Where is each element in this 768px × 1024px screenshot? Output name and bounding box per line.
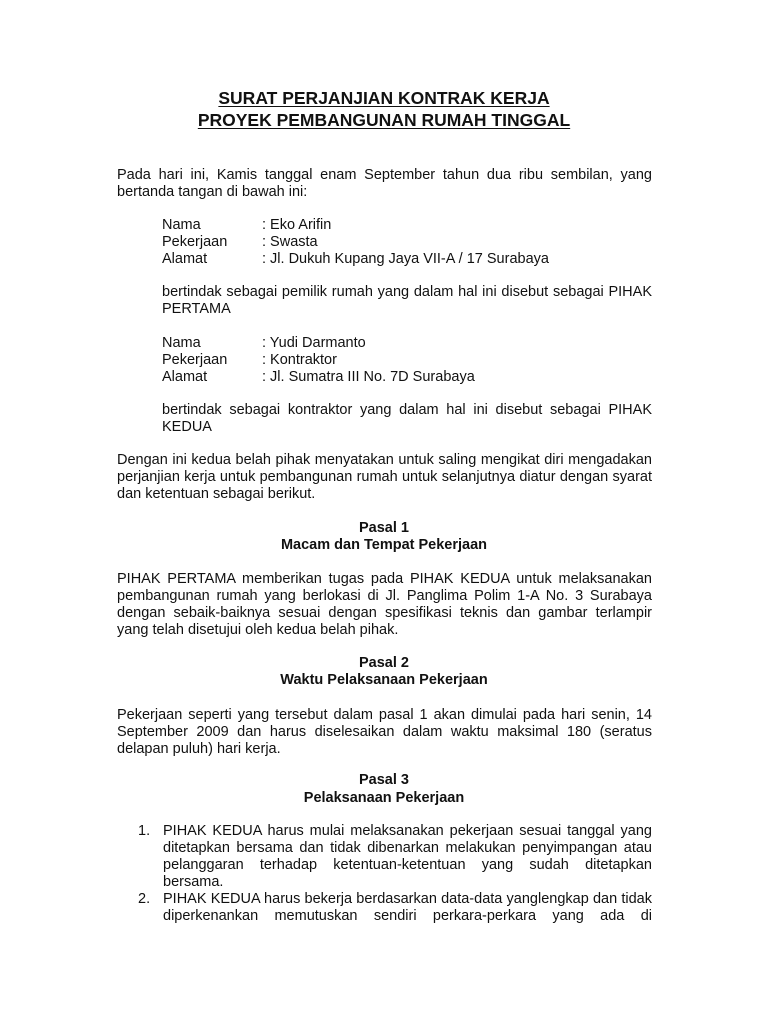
- pasal1-body: PIHAK PERTAMA memberikan tugas pada PIHAK KEDUA untuk melaksanakan pembangunan rumah yang berlokasi di Jl. Panglima Polim 1-A No. 3 Surabaya dengan sebaik-baiknya sesuai dengan spesifikasi teknis dan gambar terlampir yang telah disetujui oleh kedua belah pihak.: [117, 571, 652, 638]
- party2-name-label: Nama: [162, 335, 201, 351]
- pasal3-list-item-2: [138, 891, 652, 925]
- party1-address-value: : Jl. Dukuh Kupang Jaya VII-A / 17 Surabaya: [262, 251, 549, 267]
- party1-name-row: [162, 217, 331, 234]
- party1-address-label: Alamat: [162, 251, 208, 267]
- pasal2-body: Pekerjaan seperti yang tersebut dalam pasal 1 akan dimulai pada hari senin, 14 September 2009 dan harus diselesaikan dalam waktu maksimal 180 (seratus delapan puluh) hari kerja.: [117, 707, 652, 757]
- pasal3-list-item-1: [138, 823, 652, 891]
- party1-job-label: Pekerjaan: [162, 234, 228, 250]
- party2-role-paragraph: bertindak sebagai kontraktor yang dalam hal ini disebut sebagai PIHAK KEDUA: [162, 402, 652, 435]
- party1-job-row: [162, 234, 318, 251]
- agreement-paragraph: Dengan ini kedua belah pihak menyatakan untuk saling mengikat diri mengadakan perjanjian kerja untuk pembangunan rumah untuk selanjutnya diatur dengan syarat dan ketentuan sebagai berikut.: [117, 452, 652, 502]
- party2-address-value: : Jl. Sumatra III No. 7D Surabaya: [262, 369, 475, 385]
- pasal2-title: Waktu Pelaksanaan Pekerjaan: [280, 672, 488, 688]
- party2-address-row: [162, 369, 475, 386]
- pasal1-title: Macam dan Tempat Pekerjaan: [280, 537, 488, 553]
- party2-name-value: : Yudi Darmanto: [262, 335, 366, 351]
- list-item-number: 1.: [138, 823, 151, 839]
- party1-address-row: [162, 251, 549, 268]
- party1-name-value: : Eko Arifin: [262, 217, 332, 233]
- party2-job-value: : Kontraktor: [262, 352, 337, 368]
- party2-name-row: [162, 335, 366, 352]
- list-item-text: PIHAK KEDUA harus mulai melaksanakan pekerjaan sesuai tanggal yang ditetapkan bersama dan tidak dibenarkan melakukan penyimpangan atau pelanggaran terhadap ketentuan-ketentuan yang sudah ditetapkan bersama.: [163, 823, 652, 890]
- party1-role-paragraph: bertindak sebagai pemilik rumah yang dalam hal ini disebut sebagai PIHAK PERTAMA: [162, 284, 652, 317]
- pasal1-number: Pasal 1: [359, 520, 409, 536]
- pasal2-number: Pasal 2: [359, 655, 409, 671]
- party1-name-label: Nama: [162, 217, 201, 233]
- pasal3-title: Pelaksanaan Pekerjaan: [303, 790, 465, 806]
- document-title-line-2: PROYEK PEMBANGUNAN RUMAH TINGGAL: [197, 110, 571, 130]
- pasal3-number: Pasal 3: [359, 772, 409, 788]
- party1-job-value: : Swasta: [262, 234, 318, 250]
- list-item-text: PIHAK KEDUA harus bekerja berdasarkan data-data yanglengkap dan tidak diperkenankan memutuskan sendiri perkara-perkara yang ada di: [163, 891, 652, 924]
- document-title-line-1: SURAT PERJANJIAN KONTRAK KERJA: [218, 88, 550, 108]
- party2-address-label: Alamat: [162, 369, 208, 385]
- intro-paragraph: Pada hari ini, Kamis tanggal enam September tahun dua ribu sembilan, yang bertanda tangan di bawah ini:: [117, 167, 652, 200]
- party2-job-row: [162, 352, 337, 369]
- list-item-number: 2.: [138, 891, 151, 907]
- party2-job-label: Pekerjaan: [162, 352, 228, 368]
